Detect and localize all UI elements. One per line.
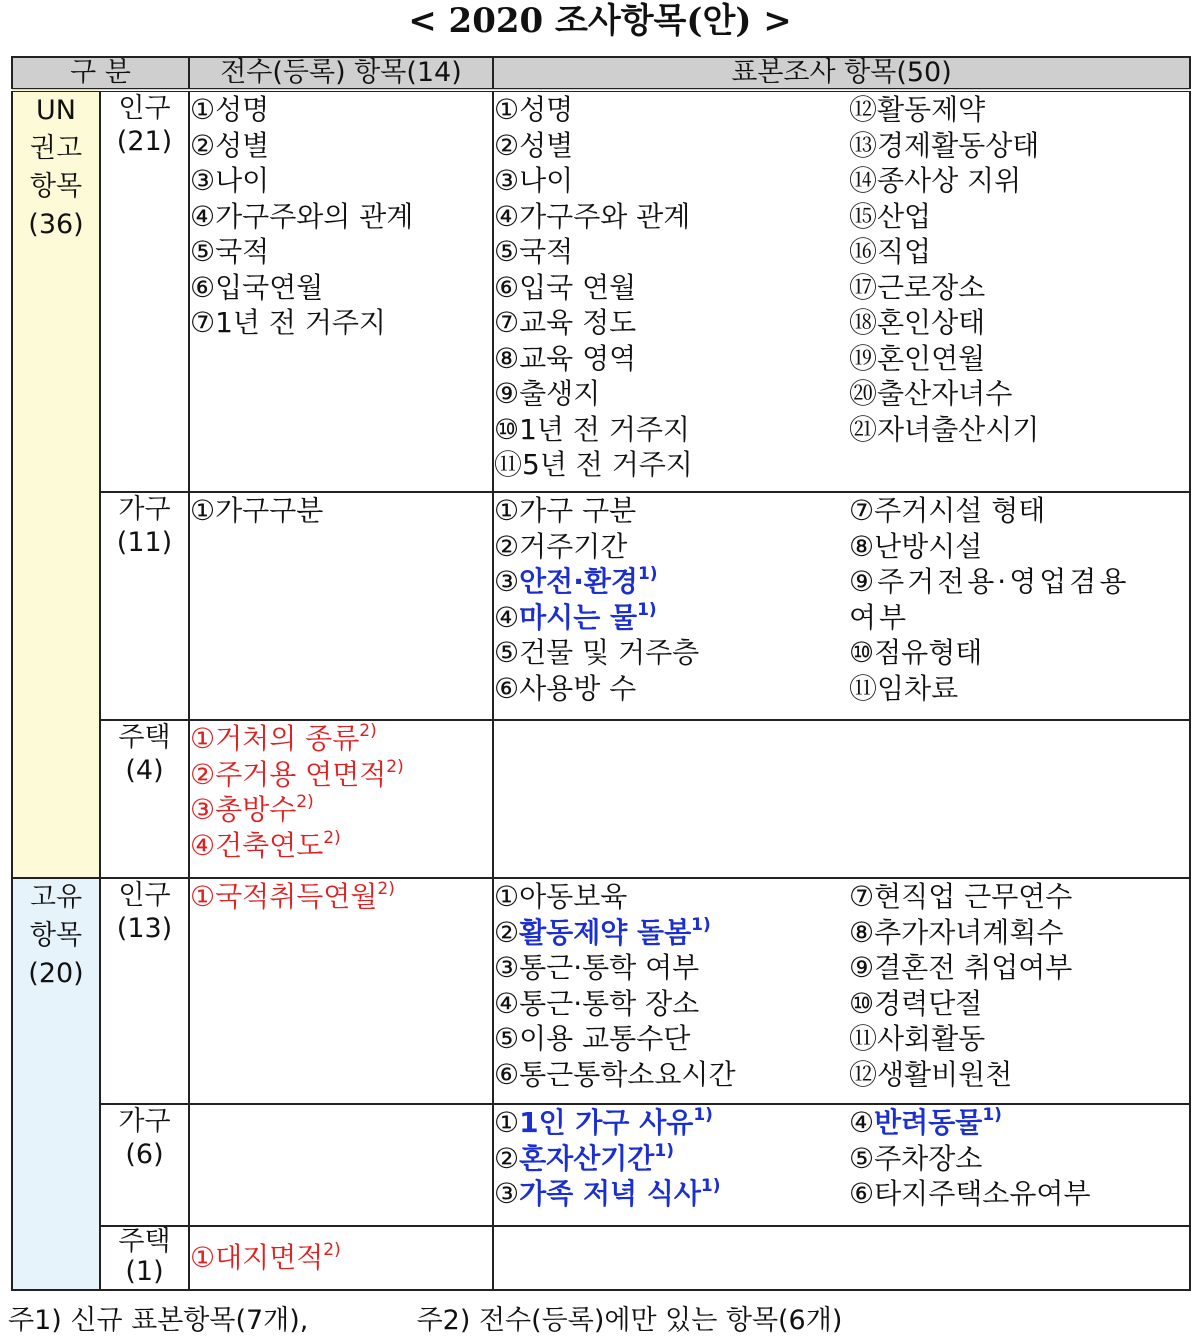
table-header-row <box>12 57 1190 90</box>
registry-cell <box>189 720 493 878</box>
sample-cell <box>493 1104 1190 1226</box>
registry-only-text: ③총방수 <box>190 793 297 826</box>
header-registry: 전수(등록) 항목(14) <box>189 57 493 90</box>
section-label <box>100 492 189 720</box>
header-category: 구 분 <box>12 57 189 90</box>
page-title: < 2020 조사항목(안) > <box>408 1 792 41</box>
new-item-text: 1인 가구 사유 <box>519 1106 694 1139</box>
footnote-new-items: 주1) 신규 표본항목(7개), <box>8 1305 309 1336</box>
section-label <box>100 1226 189 1290</box>
list-item: ⑰근로장소 <box>849 270 986 304</box>
list-item: ⑤건물 및 거주층 <box>494 636 700 669</box>
registry-only-mark: 2) <box>323 1240 341 1261</box>
list-item: ④가구주와의 관계 <box>190 199 414 233</box>
table-row <box>12 492 1190 720</box>
new-item-mark: 1) <box>693 1105 713 1125</box>
list-item: ⑧난방시설 <box>849 529 983 563</box>
section-un-hh-label: 가구 (11) <box>116 494 173 558</box>
registry-only-mark: 2) <box>296 792 314 812</box>
header-sample: 표본조사 항목(50) <box>493 57 1190 90</box>
item-number: ④ <box>494 600 520 634</box>
list-item: ①가구 구분 <box>494 494 637 527</box>
list-item: ⑤이용 교통수단 <box>494 1022 691 1055</box>
new-item-mark: 1) <box>700 1176 721 1196</box>
list-item: ⑧교육 영역 <box>494 341 637 375</box>
list-item: ②성별 <box>494 128 574 162</box>
new-item-mark: 1) <box>637 599 657 620</box>
footnotes <box>8 1298 1198 1337</box>
sample-cell-empty <box>493 720 1190 878</box>
list-item <box>494 1176 849 1212</box>
list-item: ⑩점유형태 <box>849 636 983 669</box>
list-item: ①가구구분 <box>190 494 324 527</box>
section-label <box>100 878 189 1104</box>
list-item: ①성명 <box>494 93 574 126</box>
list-item: ⑯직업 <box>849 235 932 268</box>
list-item: ①성명 <box>190 93 270 126</box>
group-own-label: 고유 항목 (20) <box>28 882 84 989</box>
section-own-house-label: 주택 (1) <box>118 1226 171 1287</box>
registry-only-text: ①국적취득연월 <box>190 880 378 913</box>
list-item: ⑮산업 <box>849 199 932 233</box>
sample-cell <box>493 878 1190 1104</box>
list-item: ⑳출산자녀수 <box>849 377 1013 410</box>
list-item: ⑨출생지 <box>494 377 601 410</box>
table-row <box>12 720 1190 878</box>
section-own-pop-label: 인구 (13) <box>116 880 173 944</box>
table-row <box>12 878 1190 1104</box>
registry-cell <box>189 878 493 1104</box>
list-item: ⑨주거전용·영업겸용여부 <box>849 565 1130 634</box>
list-item: ⑩경력단절 <box>849 986 983 1020</box>
list-item <box>494 915 849 951</box>
new-item-text: 반려동물 <box>874 1106 983 1139</box>
new-item-text: 안전·환경 <box>519 565 638 598</box>
list-item: ③통근·통학 여부 <box>494 951 700 984</box>
list-item <box>849 1105 1189 1141</box>
table-row <box>12 1104 1190 1226</box>
list-item: ⑦1년 전 거주지 <box>190 306 386 339</box>
registry-only-mark: 2) <box>377 879 395 899</box>
registry-only-text: ④건축연도 <box>190 828 324 862</box>
registry-cell <box>189 1226 493 1290</box>
list-item <box>494 1105 849 1141</box>
list-item: ⑥타지주택소유여부 <box>849 1177 1091 1210</box>
list-item: ⑤국적 <box>190 235 270 268</box>
list-item: ⑤국적 <box>494 235 574 268</box>
item-number: ③ <box>494 565 520 598</box>
list-item: ⑥통근통학소요시간 <box>494 1057 736 1091</box>
list-item: ⑩1년 전 거주지 <box>494 412 690 446</box>
new-item-mark: 1) <box>982 1105 1002 1125</box>
list-item: ④통근·통학 장소 <box>494 986 700 1020</box>
list-item: ①아동보육 <box>494 880 628 913</box>
section-label <box>100 1104 189 1226</box>
new-item-text: 가족 저녁 식사 <box>519 1177 701 1210</box>
item-number: ② <box>494 915 520 949</box>
list-item: ⑨결혼전 취업여부 <box>849 951 1073 984</box>
new-item-mark: 1) <box>637 564 658 584</box>
registry-cell <box>189 492 493 720</box>
list-item: ③나이 <box>190 164 270 197</box>
sample-cell <box>493 492 1190 720</box>
registry-cell-empty <box>189 1104 493 1226</box>
new-item-mark: 1) <box>654 1140 674 1161</box>
list-item: ⑥입국연월 <box>190 270 324 304</box>
item-number: ① <box>494 1106 520 1139</box>
list-item: ⑦교육 정도 <box>494 306 637 339</box>
item-number: ③ <box>494 1177 520 1210</box>
list-item: ⑬경제활동상태 <box>849 128 1040 162</box>
new-item-mark: 1) <box>691 914 711 935</box>
list-item <box>190 757 492 793</box>
item-number: ④ <box>849 1106 875 1139</box>
list-item <box>190 828 492 864</box>
list-item: ⑪임차료 <box>849 671 959 705</box>
group-un <box>12 90 100 878</box>
list-item: ③나이 <box>494 164 574 197</box>
list-item: ②성별 <box>190 128 270 162</box>
list-item: ⑪사회활동 <box>849 1022 986 1055</box>
new-item-text: 활동제약 돌봄 <box>519 915 692 949</box>
new-item-text: 마시는 물 <box>519 600 638 634</box>
group-own <box>12 878 100 1290</box>
list-item: ⑭종사상 지위 <box>849 164 1022 197</box>
registry-only-mark: 2) <box>323 827 341 848</box>
list-item: ㉑자녀출산시기 <box>849 412 1040 446</box>
table-row <box>12 90 1190 492</box>
registry-only-text: ①거처의 종류 <box>190 722 360 755</box>
group-un-label: UN 권고 항목 (36) <box>28 95 84 240</box>
list-item: ⑪5년 전 거주지 <box>494 448 693 481</box>
list-item <box>494 600 849 636</box>
list-item: ⑥사용방 수 <box>494 671 637 705</box>
list-item: ⑦주거시설 형태 <box>849 494 1046 527</box>
section-un-pop-label: 인구 (21) <box>116 93 173 157</box>
registry-only-text: ①대지면적 <box>190 1241 324 1275</box>
item-number: ② <box>494 1141 520 1175</box>
list-item: ⑧추가자녀계획수 <box>849 915 1064 949</box>
table-row <box>12 1226 1190 1290</box>
survey-items-table <box>11 56 1191 1291</box>
list-item: ⑲혼인연월 <box>849 341 986 375</box>
sample-cell <box>493 90 1190 492</box>
list-item: ④가구주와 관계 <box>494 199 691 233</box>
list-item: ②거주기간 <box>494 529 628 563</box>
list-item: ⑱혼인상태 <box>849 306 986 339</box>
section-label <box>100 90 189 492</box>
list-item: ⑫활동제약 <box>849 93 986 126</box>
list-item <box>190 792 492 828</box>
section-un-house-label: 주택 (4) <box>118 722 171 786</box>
section-label <box>100 720 189 878</box>
list-item <box>190 1240 492 1276</box>
list-item: ⑫생활비원천 <box>849 1057 1013 1091</box>
list-item: ⑦현직업 근무연수 <box>849 880 1073 913</box>
section-own-hh-label: 가구 (6) <box>118 1106 171 1170</box>
registry-only-text: ②주거용 연면적 <box>190 757 387 791</box>
list-item: ⑤주차장소 <box>849 1141 983 1175</box>
list-item <box>190 879 492 915</box>
list-item <box>190 721 492 757</box>
new-item-text: 혼자산기간 <box>519 1141 655 1175</box>
list-item <box>494 564 849 600</box>
registry-cell <box>189 90 493 492</box>
sample-cell-empty <box>493 1226 1190 1290</box>
footnote-registry-only: 주2) 전수(등록)에만 있는 항목(6개) <box>416 1305 843 1336</box>
registry-only-mark: 2) <box>386 756 404 777</box>
registry-only-mark: 2) <box>359 721 377 741</box>
list-item: ⑥입국 연월 <box>494 270 637 304</box>
list-item <box>494 1141 849 1177</box>
